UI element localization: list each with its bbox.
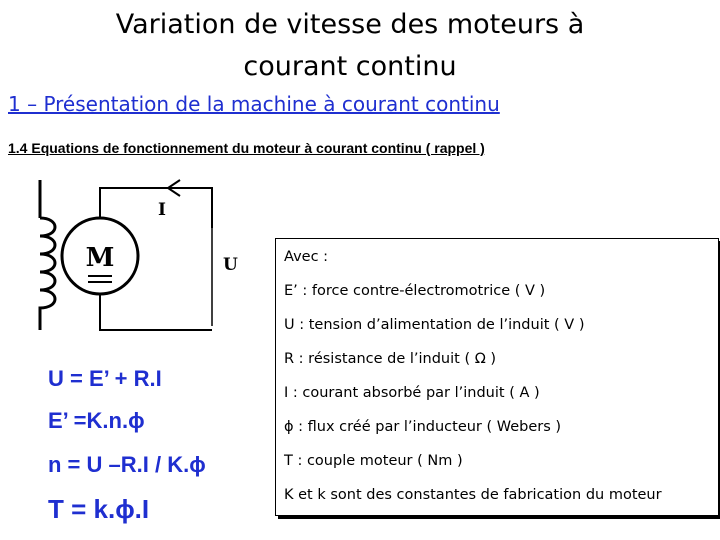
- voltage-label: U: [223, 255, 238, 275]
- definitions-intro: Avec :: [284, 249, 329, 265]
- definition-item: I : courant absorbé par l’induit ( A ): [284, 385, 540, 401]
- equation-voltage: U = E’ + R.I: [48, 366, 162, 391]
- field-coil: [40, 180, 55, 330]
- current-label: I: [158, 200, 166, 220]
- motor-circuit-diagram: [20, 170, 250, 350]
- definition-item: U : tension d’alimentation de l’induit ( V ): [284, 317, 585, 333]
- subsection-heading: 1.4 Equations de fonctionnement du moteur à courant continu ( rappel ): [8, 140, 485, 156]
- motor-label: M: [85, 243, 115, 273]
- definition-item: K et k sont des constantes de fabrication du moteur: [284, 487, 662, 503]
- definition-item: E’ : force contre-électromotrice ( V ): [284, 283, 546, 299]
- definition-item: ϕ : flux créé par l’inducteur ( Webers ): [284, 419, 562, 435]
- page-title: [60, 4, 640, 88]
- title-line-1: Variation de vitesse des moteurs à: [115, 9, 585, 40]
- circuit-wire-bottom: [100, 294, 212, 330]
- section-heading: 1 – Présentation de la machine à courant continu: [8, 92, 500, 116]
- title-line-2: courant continu: [243, 51, 457, 82]
- equation-speed: n = U –R.I / K.ϕ: [48, 452, 206, 477]
- definitions-box: [275, 238, 719, 516]
- definition-item: T : couple moteur ( Nm ): [284, 453, 463, 469]
- definition-item: R : résistance de l’induit ( Ω ): [284, 351, 497, 367]
- equation-emf: E’ =K.n.ϕ: [48, 408, 145, 433]
- equation-torque: T = k.ϕ.I: [48, 494, 150, 524]
